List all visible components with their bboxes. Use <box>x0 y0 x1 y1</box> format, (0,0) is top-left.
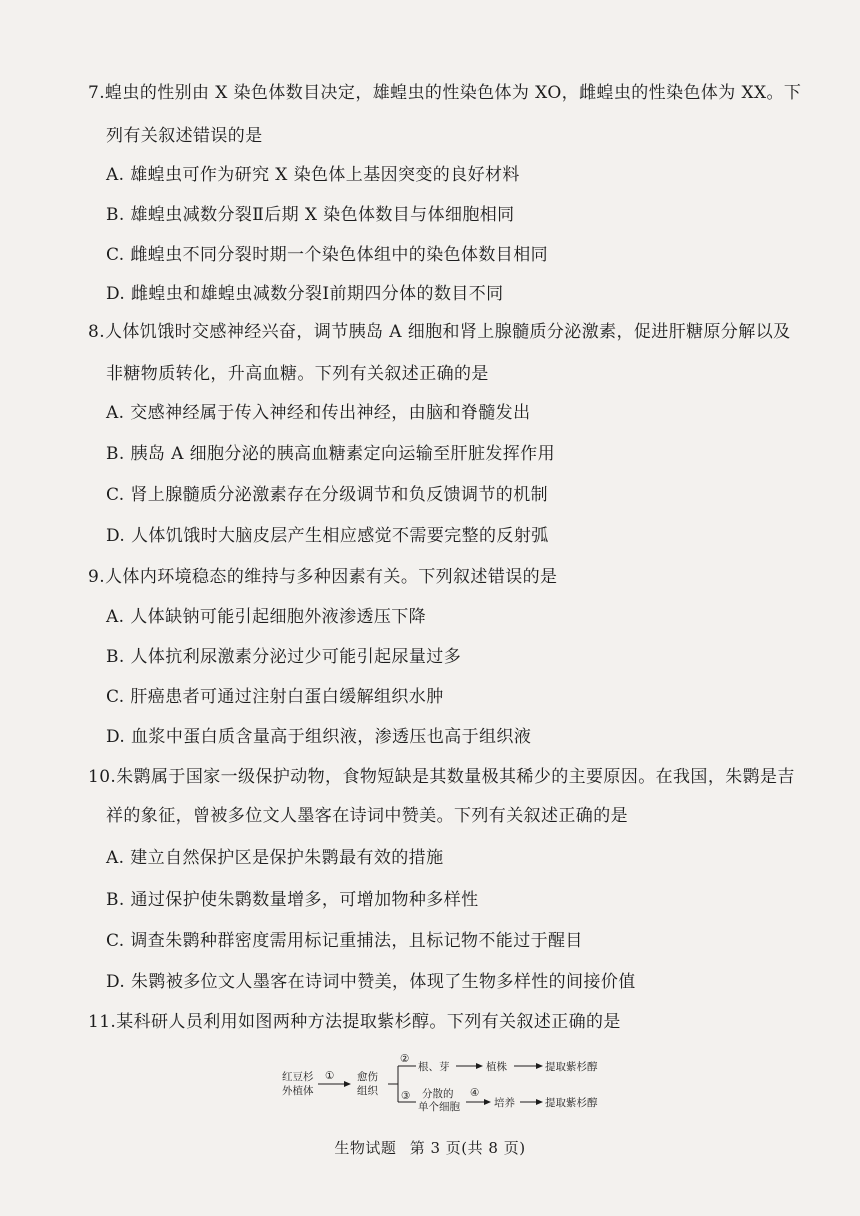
question-7-stem-line-1: 7.蝗虫的性别由 X 染色体数目决定，雄蝗虫的性染色体为 XO，雌蝗虫的性染色体为 XX。下 <box>88 83 802 103</box>
diagram-step-2-label: ② <box>400 1053 410 1065</box>
question-10-option-d: D. 朱鹮被多位文人墨客在诗词中赞美，体现了生物多样性的间接价值 <box>106 972 636 992</box>
question-8-option-d: D. 人体饥饿时大脑皮层产生相应感觉不需要完整的反射弧 <box>106 526 549 546</box>
question-10-option-b: B. 通过保护使朱鹮数量增多，可增加物种多样性 <box>106 890 479 910</box>
question-9-option-a: A. 人体缺钠可能引起细胞外液渗透压下降 <box>106 607 427 627</box>
question-7-option-c: C. 雌蝗虫不同分裂时期一个染色体组中的染色体数目相同 <box>106 245 549 265</box>
diagram-source-line-1: 红豆杉 <box>282 1071 314 1083</box>
diagram-upper-plant: 植株 <box>486 1061 507 1073</box>
question-9-stem: 9.人体内环境稳态的维持与多种因素有关。下列叙述错误的是 <box>88 567 558 587</box>
diagram-lower-cells-line-2: 单个细胞 <box>418 1101 460 1112</box>
diagram-step-4-label: ④ <box>470 1087 480 1099</box>
question-8-option-a: A. 交感神经属于传入神经和传出神经，由脑和脊髓发出 <box>106 403 531 423</box>
diagram-upper-extract: 提取紫杉醇 <box>545 1061 598 1073</box>
question-10-stem-line-2: 祥的象征，曾被多位文人墨客在诗词中赞美。下列有关叙述正确的是 <box>106 806 628 826</box>
diagram-step-1-label: ① <box>325 1070 335 1082</box>
question-8-option-b: B. 胰岛 A 细胞分泌的胰高血糖素定向运输至肝脏发挥作用 <box>106 444 555 464</box>
question-7-option-d: D. 雌蝗虫和雄蝗虫减数分裂Ⅰ前期四分体的数目不同 <box>106 284 504 304</box>
taxol-extraction-diagram <box>270 1050 600 1112</box>
question-10-option-a: A. 建立自然保护区是保护朱鹮最有效的措施 <box>106 848 444 868</box>
diagram-source-line-2: 外植体 <box>282 1085 314 1097</box>
footer-page-number: 第 3 页(共 8 页) <box>409 1139 526 1157</box>
question-8-option-c: C. 肾上腺髓质分泌激素存在分级调节和负反馈调节的机制 <box>106 485 549 505</box>
question-9-option-b: B. 人体抗利尿激素分泌过少可能引起尿量过多 <box>106 647 462 667</box>
question-10-option-c: C. 调查朱鹮种群密度需用标记重捕法，且标记物不能过于醒目 <box>106 931 583 951</box>
question-9-option-c: C. 肝癌患者可通过注射白蛋白缓解组织水肿 <box>106 687 444 707</box>
question-11-stem: 11.某科研人员利用如图两种方法提取紫杉醇。下列有关叙述正确的是 <box>88 1012 621 1032</box>
diagram-callus-line-1: 愈伤 <box>357 1071 378 1083</box>
question-7-option-b: B. 雄蝗虫减数分裂Ⅱ后期 X 染色体数目与体细胞相同 <box>106 205 515 225</box>
diagram-lower-extract: 提取紫杉醇 <box>545 1097 598 1109</box>
question-9-option-d: D. 血浆中蛋白质含量高于组织液，渗透压也高于组织液 <box>106 727 532 747</box>
question-10-stem-line-1: 10.朱鹮属于国家一级保护动物，食物短缺是其数量极其稀少的主要原因。在我国，朱鹮是吉 <box>88 767 795 787</box>
page-footer <box>0 1137 860 1158</box>
question-8-stem-line-1: 8.人体饥饿时交感神经兴奋，调节胰岛 A 细胞和肾上腺髓质分泌激素，促进肝糖原分解以及 <box>88 322 791 342</box>
question-7-option-a: A. 雄蝗虫可作为研究 X 染色体上基因突变的良好材料 <box>106 165 520 185</box>
diagram-callus-line-2: 组织 <box>357 1085 378 1097</box>
question-7-stem-line-2: 列有关叙述错误的是 <box>106 126 263 146</box>
diagram-upper-roots: 根、芽 <box>418 1061 450 1073</box>
diagram-lower-cells-line-1: 分散的 <box>422 1088 454 1100</box>
question-8-stem-line-2: 非糖物质转化，升高血糖。下列有关叙述正确的是 <box>106 364 489 384</box>
diagram-step-3-label: ③ <box>401 1090 411 1102</box>
footer-subject: 生物试题 <box>334 1139 397 1157</box>
diagram-lower-culture: 培养 <box>494 1097 515 1109</box>
